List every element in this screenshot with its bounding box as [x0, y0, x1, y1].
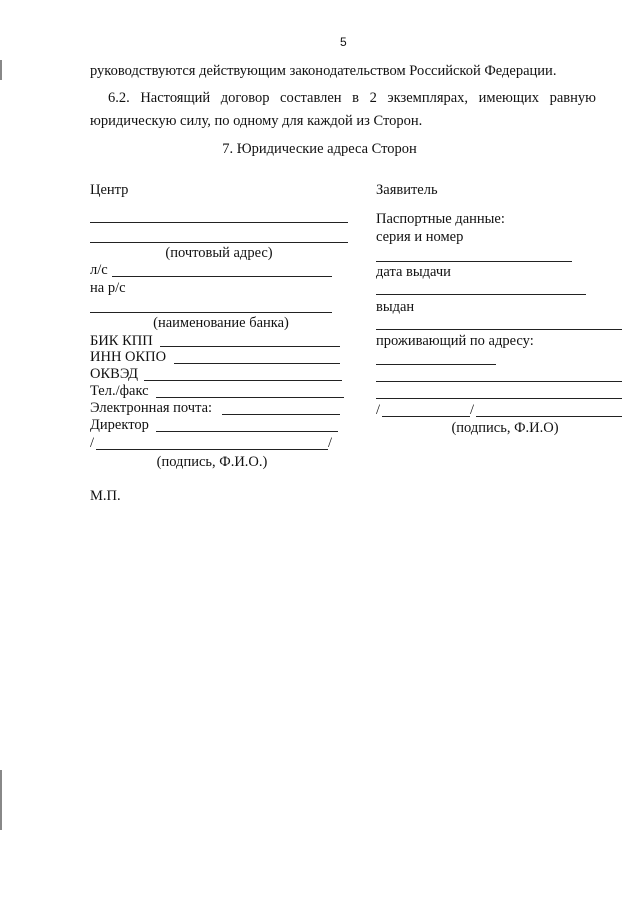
tel-fax-field[interactable] — [156, 397, 344, 398]
left-signature-caption: (подпись, Ф.И.О.) — [156, 454, 268, 470]
postal-address-line-2[interactable] — [90, 242, 348, 243]
issued-by-label: выдан — [376, 299, 415, 315]
inn-okpo-label: ИНН ОКПО — [90, 349, 167, 365]
address-field-3[interactable] — [376, 398, 622, 399]
ls-label: л/с — [90, 262, 108, 278]
email-field[interactable] — [222, 414, 340, 415]
left-heading: Центр — [90, 182, 129, 198]
rs-label: на р/с — [90, 280, 126, 296]
bik-kpp-label: БИК КПП — [90, 333, 153, 349]
okved-field[interactable] — [144, 380, 342, 381]
page-number: 5 — [340, 35, 347, 49]
director-label: Директор — [90, 417, 149, 433]
section-title: 7. Юридические адреса Сторон — [222, 141, 417, 157]
passport-label: Паспортные данные: — [376, 211, 505, 227]
tel-fax-label: Тел./факс — [90, 383, 149, 399]
ls-field[interactable] — [112, 276, 332, 277]
seal-placeholder: М.П. — [90, 488, 121, 504]
inn-okpo-field[interactable] — [174, 363, 340, 364]
okved-label: ОКВЭД — [90, 366, 139, 382]
series-number-field[interactable] — [376, 261, 572, 262]
bik-kpp-field[interactable] — [160, 346, 340, 347]
address-field-2[interactable] — [376, 381, 622, 382]
postal-address-line-1[interactable] — [90, 222, 348, 223]
postal-address-caption: (почтовый адрес) — [165, 245, 273, 261]
bank-name-field[interactable] — [90, 312, 332, 313]
paragraph-6-2: 6.2. Настоящий договор составлен в 2 экземплярах, имеющих равную юридическую силу, по одному для каждой из Сторон. — [90, 90, 596, 129]
right-signature-caption: (подпись, Ф.И.О) — [451, 420, 559, 436]
email-label: Электронная почта: — [90, 400, 213, 416]
issue-date-field[interactable] — [376, 294, 586, 295]
issued-by-field[interactable] — [376, 329, 622, 330]
applicant-slash-1: / — [376, 402, 381, 418]
residing-label: проживающий по адресу: — [376, 333, 534, 349]
series-number-label: серия и номер — [376, 229, 464, 245]
scan-edge-mark — [0, 60, 2, 80]
applicant-name-field[interactable] — [476, 416, 622, 417]
address-field-1[interactable] — [376, 364, 496, 365]
intro-line: руководствуются действующим законодательством Российской Федерации. — [90, 63, 557, 79]
right-heading: Заявитель — [376, 182, 438, 198]
applicant-signature-field[interactable] — [382, 416, 470, 417]
applicant-slash-2: / — [470, 402, 475, 418]
bank-name-caption: (наименование банка) — [153, 315, 289, 331]
issue-date-label: дата выдачи — [376, 264, 451, 280]
signature-slash-right: / — [328, 435, 333, 451]
director-field[interactable] — [156, 431, 338, 432]
scan-edge-mark — [0, 770, 2, 830]
signature-slash-left: / — [90, 435, 95, 451]
director-signature-field[interactable] — [96, 449, 328, 450]
